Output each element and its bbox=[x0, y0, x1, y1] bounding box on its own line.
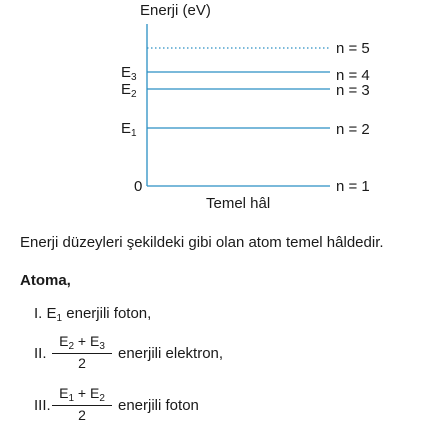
option-2-numerator: $E_2 + E_3$ bbox=[52, 333, 112, 354]
option-1-text: enerjili foton, bbox=[62, 305, 152, 322]
level-label-n5: n = 5 bbox=[336, 40, 370, 57]
option-1-subscript: 1 bbox=[56, 313, 63, 324]
energy-label-e1: $E_1$ bbox=[121, 120, 137, 139]
option-2-text: enerjili elektron, bbox=[118, 345, 224, 362]
option-2-denominator: 2 bbox=[78, 355, 86, 371]
option-3-fraction bbox=[52, 385, 112, 423]
level-label-n3: n = 3 bbox=[336, 82, 370, 99]
level-label-n4: n = 4 bbox=[336, 67, 370, 84]
energy-label-e2: $E_2$ bbox=[121, 81, 137, 100]
option-3-text: enerjili foton bbox=[118, 397, 199, 414]
option-3-numerator: $E_1 + E_2$ bbox=[52, 385, 112, 406]
axis-label: Enerji (eV) bbox=[140, 2, 211, 19]
energy-label-e3: $E_3$ bbox=[121, 64, 137, 83]
question-lead: Atoma, bbox=[20, 272, 71, 289]
option-1-symbol: E bbox=[46, 305, 57, 322]
option-3-denominator: 2 bbox=[78, 407, 86, 423]
option-2-fraction bbox=[52, 333, 112, 371]
level-label-n2: n = 2 bbox=[336, 121, 370, 138]
option-2-roman: II. bbox=[34, 345, 47, 362]
option-3-roman: III. bbox=[34, 397, 51, 414]
option-1-roman: I. bbox=[34, 305, 43, 322]
option-1 bbox=[34, 305, 151, 324]
zero-label: 0 bbox=[134, 178, 143, 195]
ground-state-label: Temel hâl bbox=[206, 195, 271, 212]
level-label-n1: n = 1 bbox=[336, 178, 370, 195]
question-intro: Enerji düzeyleri şekildeki gibi olan atom temel hâldedir. bbox=[20, 234, 384, 251]
